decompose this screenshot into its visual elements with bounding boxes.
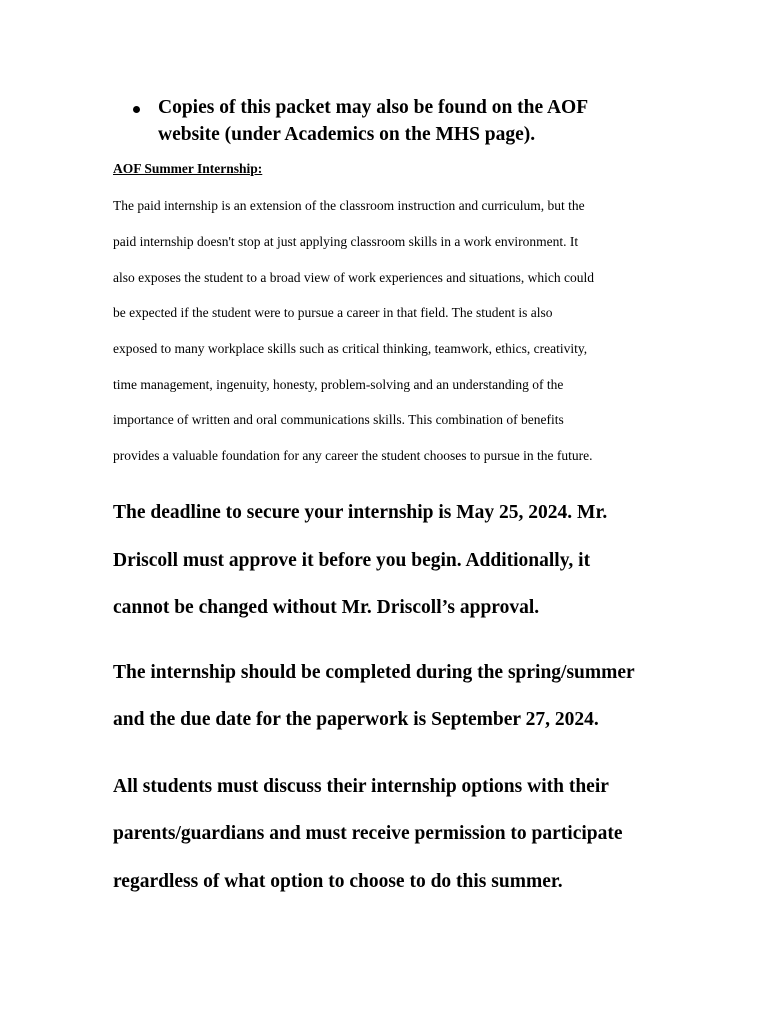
permission-line: parents/guardians and must receive permission to participate — [113, 823, 623, 844]
deadline-line: cannot be changed without Mr. Driscoll’s approval. — [113, 597, 540, 618]
internship-paragraph-line: provides a valuable foundation for any career the student chooses to pursue in the future. — [113, 448, 593, 463]
internship-paragraph-line: also exposes the student to a broad view of work experiences and situations, which could — [113, 270, 595, 285]
permission-line: All students must discuss their internship options with their — [113, 776, 609, 797]
bullet-line: website (under Academics on the MHS page). — [158, 124, 536, 145]
bullet-dot — [133, 106, 140, 113]
internship-paragraph-line: paid internship doesn't stop at just applying classroom skills in a work environment. It — [113, 234, 579, 249]
bullet-text — [158, 94, 658, 148]
completion-line: The internship should be completed during the spring/summer — [113, 662, 635, 683]
internship-paragraph-line: importance of written and oral communications skills. This combination of benefits — [113, 412, 564, 427]
internship-paragraph-line: be expected if the student were to pursue a career in that field. The student is also — [113, 305, 553, 320]
internship-paragraph-line: time management, ingenuity, honesty, problem-solving and an understanding of the — [113, 377, 564, 392]
permission-line: regardless of what option to choose to do this summer. — [113, 871, 563, 892]
completion-line: and the due date for the paperwork is September 27, 2024. — [113, 709, 599, 730]
deadline-line: The deadline to secure your internship is May 25, 2024. Mr. — [113, 502, 608, 523]
internship-paragraph-line: The paid internship is an extension of the classroom instruction and curriculum, but the — [113, 198, 585, 213]
deadline-line: Driscoll must approve it before you begin. Additionally, it — [113, 550, 591, 571]
internship-paragraph-line: exposed to many workplace skills such as critical thinking, teamwork, ethics, creativity, — [113, 341, 588, 356]
bullet-line: Copies of this packet may also be found on the AOF — [158, 97, 589, 118]
internship-heading: AOF Summer Internship: — [113, 161, 263, 176]
